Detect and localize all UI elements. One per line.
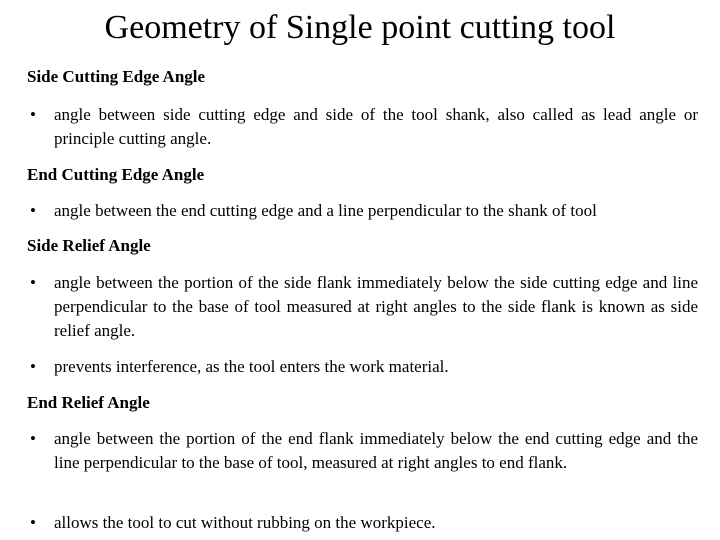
bullet-text: angle between the end cutting edge and a line perpendicular to the shank of tool bbox=[54, 201, 597, 220]
bullet-item bbox=[30, 427, 698, 475]
bullet-text: angle between the portion of the side flank immediately below the side cutting edge and line perpendicular to the base of tool measured at right angles to the side flank is known as side relief angle. bbox=[54, 273, 698, 340]
bullet-icon: • bbox=[30, 513, 36, 532]
heading-end-cutting-edge-angle: End Cutting Edge Angle bbox=[27, 165, 205, 184]
bullet-text: allows the tool to cut without rubbing on the workpiece. bbox=[54, 513, 436, 532]
heading-end-relief-angle: End Relief Angle bbox=[27, 393, 150, 412]
bullet-item bbox=[30, 355, 698, 379]
bullet-icon: • bbox=[30, 273, 36, 292]
bullet-item bbox=[30, 271, 698, 343]
bullet-item bbox=[30, 103, 698, 151]
bullet-icon: • bbox=[30, 105, 36, 124]
bullet-icon: • bbox=[30, 201, 36, 220]
slide-title: Geometry of Single point cutting tool bbox=[104, 9, 616, 46]
bullet-text: angle between the portion of the end flank immediately below the end cutting edge and the line perpendicular to the base of tool, measured at right angles to end flank. bbox=[54, 429, 698, 472]
heading-side-cutting-edge-angle: Side Cutting Edge Angle bbox=[27, 67, 206, 86]
bullet-icon: • bbox=[30, 429, 36, 448]
bullet-item bbox=[30, 511, 698, 535]
bullet-text: angle between side cutting edge and side of the tool shank, also called as lead angle or principle cutting angle. bbox=[54, 105, 698, 148]
bullet-item bbox=[30, 199, 698, 223]
bullet-text: prevents interference, as the tool enters the work material. bbox=[54, 357, 449, 376]
heading-side-relief-angle: Side Relief Angle bbox=[27, 236, 151, 255]
bullet-icon: • bbox=[30, 357, 36, 376]
